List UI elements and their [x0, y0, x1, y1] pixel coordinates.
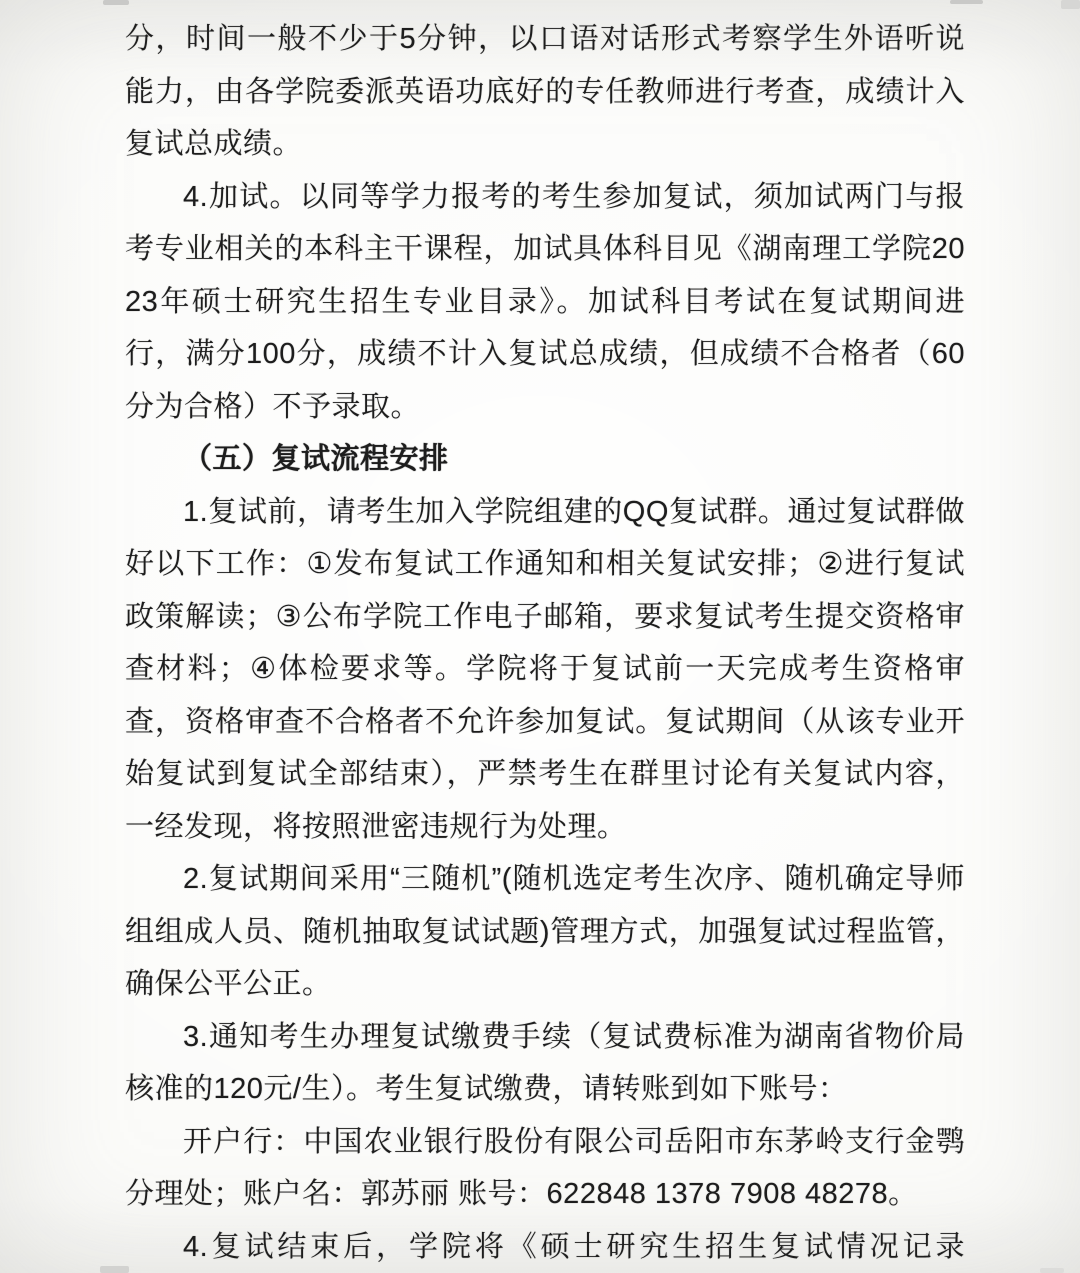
text-line: 23年硕士研究生招生专业目录》。加试科目考试在复试期间进: [125, 285, 965, 318]
text-line: 3.通知考生办理复试缴费手续（复试费标准为湖南省物价局: [183, 1020, 965, 1053]
text-line: 政策解读；③公布学院工作电子邮箱，要求复试考生提交资格审: [125, 600, 965, 633]
text-line: 分为合格）不予录取。: [125, 390, 421, 423]
text-line: 查材料；④体检要求等。学院将于复试前一天完成考生资格审: [125, 653, 965, 685]
text-line: 核准的120元/生）。考生复试缴费，请转账到如下账号：: [125, 1073, 848, 1105]
text-line: 组组成人员、随机抽取复试试题)管理方式，加强复试过程监管，: [125, 915, 965, 948]
text-line: 能力，由各学院委派英语功底好的专任教师进行考查，成绩计入: [125, 75, 965, 108]
photo-artifact-bottom-right: [1040, 1268, 1064, 1273]
text-line: 分，时间一般不少于5分钟，以口语对话形式考察学生外语听说: [125, 23, 965, 55]
text-line: 复试总成绩。: [125, 128, 303, 160]
text-line: 始复试到复试全部结束），严禁考生在群里讨论有关复试内容，: [125, 758, 965, 790]
text-line: 好以下工作：①发布复试工作通知和相关复试安排；②进行复试: [125, 548, 965, 580]
text-line: 查，资格审查不合格者不允许参加复试。复试期间（从该专业开: [125, 705, 965, 738]
text-line: 开户行：中国农业银行股份有限公司岳阳市东茅岭支行金鹗: [183, 1125, 965, 1158]
text-line: 2.复试期间采用“三随机”(随机选定考生次序、随机确定导师: [183, 863, 965, 895]
text-line: 4.加试。以同等学力报考的考生参加复试，须加试两门与报: [183, 180, 965, 213]
photo-artifact-top-left: [103, 0, 129, 5]
text-line: 1.复试前，请考生加入学院组建的QQ复试群。通过复试群做: [183, 495, 965, 528]
text-line: 分理处；账户名：郭苏丽 账号：622848 1378 7908 48278。: [125, 1178, 918, 1210]
text-line: 确保公平公正。: [125, 968, 332, 1000]
text-line: 考专业相关的本科主干课程，加试具体科目见《湖南理工学院20: [125, 233, 965, 265]
text-line: 行，满分100分，成绩不计入复试总成绩，但成绩不合格者（60: [125, 338, 965, 370]
document-lines: [125, 13, 965, 1273]
photo-artifact-top-right: [1061, 0, 1080, 9]
photo-artifact-top-mid: [950, 0, 983, 4]
text-line: 4.复试结束后，学院将《硕士研究生招生复试情况记录: [183, 1230, 965, 1263]
text-line: 一经发现，将按照泄密违规行为处理。: [125, 810, 627, 843]
section-heading: （五）复试流程安排: [183, 443, 449, 475]
